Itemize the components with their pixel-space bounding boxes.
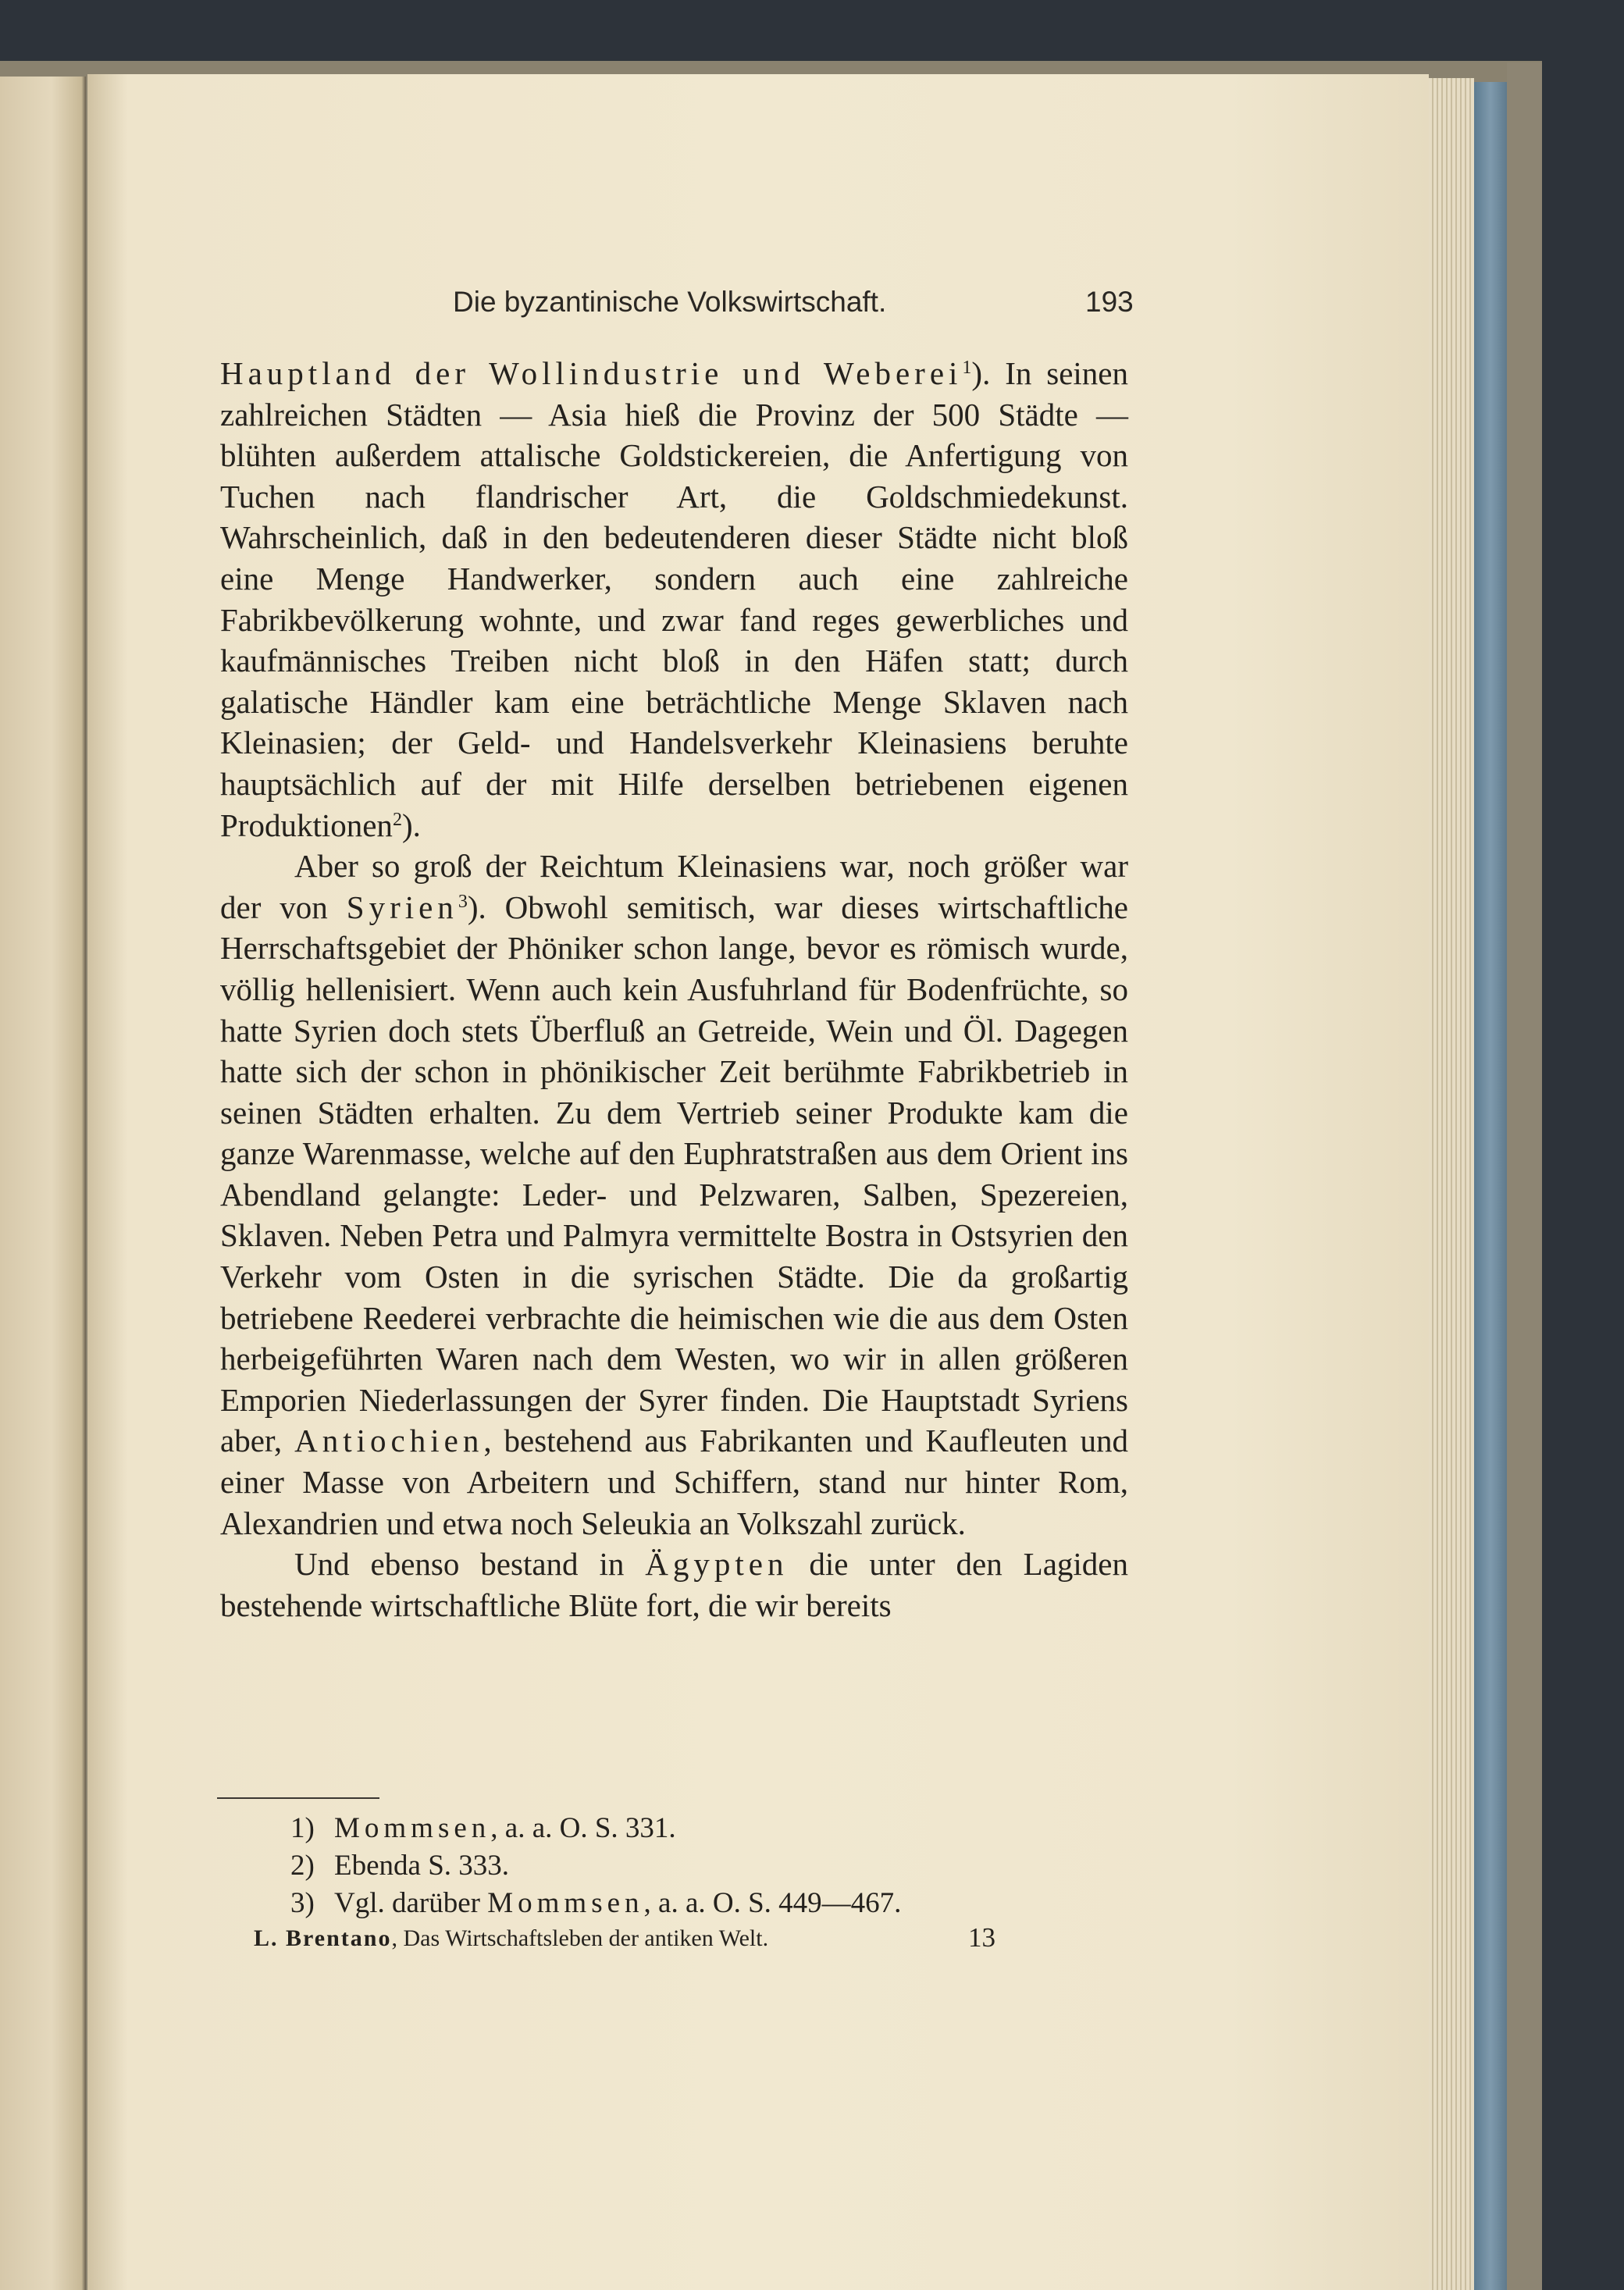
page-header bbox=[0, 286, 1624, 325]
text-segment: Vgl. darüber bbox=[334, 1887, 488, 1919]
text-segment: , a. a. O. S. 449—467. bbox=[643, 1887, 902, 1919]
emphasized-text: Hauptland der Wollindustrie und Weberei bbox=[220, 355, 963, 391]
footnote-rule bbox=[217, 1797, 379, 1799]
cover-edge bbox=[1507, 62, 1542, 2290]
footnote-mark: 2) bbox=[290, 1850, 315, 1882]
emphasized-text: Ägypten bbox=[645, 1546, 789, 1583]
emphasized-text: Syrien bbox=[346, 889, 458, 925]
text-segment: ). Obwohl semitisch, war dieses wirtschaftliche Herrschaftsgebiet der Phöniker schon lange, bevor es römisch wurde, völlig hellenisiert. Wenn auch kein Ausfuhrland für Bodenfrüchte, so hatte Syrien doch stets Überfluß an Getreide, Wein und Öl. Dagegen hatte sich der schon in phönikischer Zeit berühmte Fabrikbetrieb in seinen Städten erhalten. Zu dem Vertrieb seiner Produkte kam die ganze Warenmasse, welche auf den Euphratstraßen aus dem Orient ins Abendland gelangte: Leder- und Pelzwaren, Salben, Spezereien, Sklaven. Neben Petra und Palmyra vermittelte Bostra in Ostsyrien den Verkehr vom Osten in die syrischen Städte. Die da großartig betriebene Reederei verbrachte die heimischen wie die aus dem Osten herbeigeführten Waren nach dem Westen, wo wir in allen größeren Emporien Niederlassungen der Syrer finden. Die Hauptstadt Syriens aber, bbox=[220, 889, 1128, 1459]
blue-page-edge bbox=[1474, 82, 1507, 2290]
text-segment: , a. a. O. S. 331. bbox=[490, 1812, 676, 1844]
footnote-mark: 1) bbox=[290, 1812, 315, 1844]
signature-line bbox=[254, 1922, 1003, 1953]
text-segment: Und ebenso bestand in bbox=[294, 1546, 646, 1583]
footnote-mark: 3) bbox=[290, 1887, 315, 1919]
signature-sheet-number: 13 bbox=[968, 1922, 995, 1953]
page-number: 193 bbox=[1085, 286, 1134, 318]
footnote bbox=[290, 1885, 901, 1922]
footnote-reference: 3 bbox=[458, 891, 468, 912]
text-segment: , bestehend aus Fabrikanten und Kaufleuten und einer Masse von Arbeitern und Schiffern, stand nur hinter Rom, Alexandrien und etwa noch Seleukia an Volkszahl zurück. bbox=[220, 1423, 1128, 1541]
page-stack-edges bbox=[1429, 78, 1474, 2290]
footnotes bbox=[290, 1810, 901, 1922]
text-segment: die unter den Lagiden bestehende wirtschaftliche Blüte fort, die wir bereits bbox=[220, 1546, 1128, 1623]
footnote-reference: 1 bbox=[962, 358, 972, 378]
paragraph bbox=[220, 1544, 1128, 1626]
text-segment: Ebenda S. 333. bbox=[334, 1850, 510, 1882]
footnote bbox=[290, 1810, 901, 1847]
text-segment: Aber so groß der Reichtum Kleinasiens war, noch größer war der von bbox=[220, 848, 1128, 925]
paragraph bbox=[220, 846, 1128, 1544]
body-text bbox=[220, 353, 1128, 1626]
text-segment: ). bbox=[401, 807, 421, 843]
emphasized-text: Mommsen bbox=[334, 1812, 491, 1844]
signature-author: L. Brentano bbox=[254, 1925, 392, 1951]
emphasized-text: Antiochien bbox=[294, 1423, 484, 1459]
footnote bbox=[290, 1847, 901, 1885]
emphasized-text: Mommsen bbox=[487, 1887, 644, 1919]
left-page-edge bbox=[0, 77, 86, 2290]
footnote-reference: 2 bbox=[392, 809, 402, 830]
text-segment: ). In seinen zahlreichen Städten — Asia hieß die Provinz der 500 Städte — blühten außerdem attalische Goldstickereien, die Anfertigung von Tuchen nach flandrischer Art, die Goldschmiedekunst. Wahrscheinlich, daß in den bedeutenderen dieser Städte nicht bloß eine Menge Handwerker, sondern auch eine zahlreiche Fabrikbevölkerung wohnte, und zwar fand reges gewerbliches und kaufmännisches Treiben nicht bloß in den Häfen statt; durch galatische Händler kam eine beträchtliche Menge Sklaven nach Kleinasien; der Geld- und Handelsverkehr Kleinasiens beruhte hauptsächlich auf der mit Hilfe derselben betriebenen eigenen Produktionen bbox=[220, 355, 1128, 843]
paragraph bbox=[220, 353, 1128, 846]
signature-title: , Das Wirtschaftsleben der antiken Welt. bbox=[391, 1925, 769, 1951]
running-head: Die byzantinische Volkswirtschaft. bbox=[453, 286, 887, 318]
